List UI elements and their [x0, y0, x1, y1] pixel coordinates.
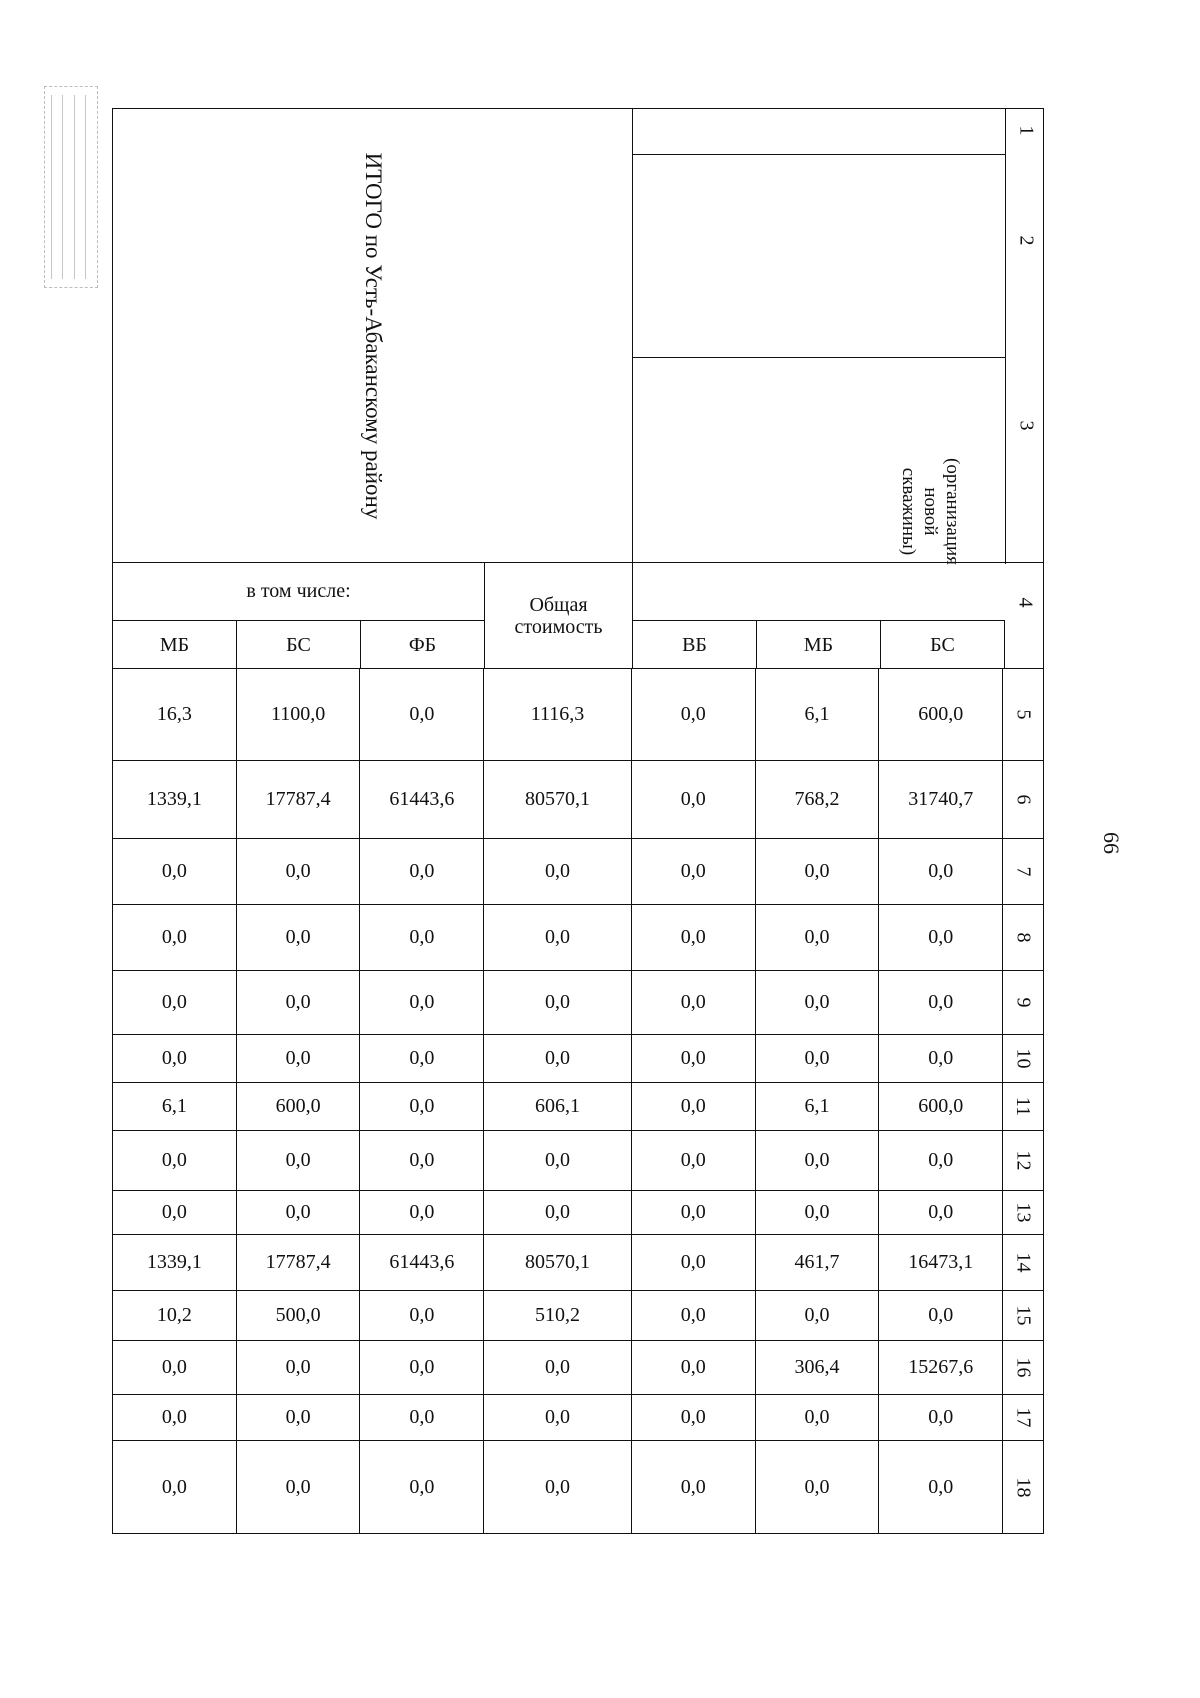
table-cell: 0,0: [237, 1131, 361, 1190]
table-title-block: [112, 108, 1044, 563]
row-number-label: 5: [1012, 709, 1035, 720]
table-cell: 0,0: [879, 905, 1003, 970]
table-cell: 0,0: [113, 1395, 237, 1440]
col-label-fb: ФБ: [361, 621, 485, 669]
row-number: [1003, 1191, 1043, 1234]
table-cell: 0,0: [756, 905, 880, 970]
row-number-label: 9: [1012, 997, 1035, 1008]
row-number: [1003, 1035, 1043, 1082]
table-row: [113, 1395, 1043, 1441]
row-number-label: 6: [1012, 794, 1035, 805]
table-row: [113, 1191, 1043, 1235]
table-row: [113, 669, 1043, 761]
table-cell: 0,0: [237, 1395, 361, 1440]
row-number: [1003, 905, 1043, 970]
table-row: [113, 1341, 1043, 1395]
table-cell: 0,0: [360, 905, 484, 970]
table-cell: 0,0: [237, 1035, 361, 1082]
table-cell: 0,0: [484, 971, 632, 1034]
table-cell: 0,0: [237, 839, 361, 904]
row-number: [1003, 971, 1043, 1034]
table-cell: 0,0: [879, 971, 1003, 1034]
table-row: [113, 1131, 1043, 1191]
table-row: [113, 971, 1043, 1035]
table-cell: 0,0: [879, 839, 1003, 904]
table-cell: 0,0: [113, 1035, 237, 1082]
table-cell: 0,0: [632, 905, 756, 970]
table-cell: 0,0: [632, 1395, 756, 1440]
table-cell: 0,0: [484, 839, 632, 904]
row-number: [1003, 1341, 1043, 1394]
table-cell: 0,0: [113, 905, 237, 970]
table-cell: 0,0: [756, 839, 880, 904]
column-number: 4: [1014, 597, 1037, 608]
table-cell: 0,0: [360, 1083, 484, 1130]
table-body: [112, 669, 1044, 1534]
table-cell: 0,0: [632, 1083, 756, 1130]
row-number-label: 18: [1012, 1477, 1035, 1497]
table-cell: 0,0: [360, 1291, 484, 1340]
table-cell: 0,0: [484, 1341, 632, 1394]
title-cell: [113, 109, 633, 564]
right-group-band: [633, 563, 1005, 621]
table-cell: 0,0: [360, 1035, 484, 1082]
col-label-mb: МБ: [113, 621, 237, 669]
table-row: [113, 761, 1043, 839]
table-cell: 0,0: [879, 1395, 1003, 1440]
table-cell: 0,0: [484, 1131, 632, 1190]
table-row: [113, 1083, 1043, 1131]
column-number-strip: [1005, 109, 1045, 564]
table-cell: 6,1: [756, 1083, 880, 1130]
table-cell: 0,0: [484, 1191, 632, 1234]
table-row: [113, 1291, 1043, 1341]
col-label-vb: ВБ: [633, 621, 757, 669]
document-stamp: [44, 86, 98, 288]
table-cell: 0,0: [360, 1341, 484, 1394]
table-row: [113, 839, 1043, 905]
table-cell: 0,0: [360, 669, 484, 760]
row-number: [1003, 839, 1043, 904]
table-cell: 1339,1: [113, 761, 237, 838]
row-number: [1003, 1441, 1043, 1533]
table-cell: 0,0: [360, 1395, 484, 1440]
table-row: [113, 1035, 1043, 1083]
table-cell: 461,7: [756, 1235, 880, 1290]
table-title: ИТОГО по Усть-Абаканскому району: [361, 152, 386, 520]
col-label-bs: БС: [237, 621, 361, 669]
column-number: 3: [1015, 420, 1038, 431]
table-cell: 31740,7: [879, 761, 1003, 838]
table-cell: 0,0: [360, 971, 484, 1034]
col-label-bs-right: БС: [881, 621, 1005, 669]
row-number-label: 14: [1012, 1252, 1035, 1273]
table-cell: 0,0: [632, 971, 756, 1034]
table-cell: 0,0: [756, 1035, 880, 1082]
table-cell: 0,0: [360, 1191, 484, 1234]
row-number-label: 11: [1012, 1096, 1035, 1117]
table-cell: 0,0: [113, 1341, 237, 1394]
budget-table: [112, 108, 1044, 1620]
table-cell: 17787,4: [237, 761, 361, 838]
table-cell: 768,2: [756, 761, 880, 838]
group-label: в том числе:: [113, 563, 485, 621]
table-cell: 0,0: [237, 1341, 361, 1394]
column-number: 1: [1015, 125, 1038, 136]
table-cell: 0,0: [237, 971, 361, 1034]
table-cell: 0,0: [632, 1341, 756, 1394]
table-cell: 0,0: [632, 839, 756, 904]
table-cell: 510,2: [484, 1291, 632, 1340]
row-number: [1003, 1131, 1043, 1190]
table-cell: 0,0: [484, 1441, 632, 1533]
table-cell: 0,0: [237, 1441, 361, 1533]
table-cell: 0,0: [632, 1291, 756, 1340]
table-cell: 500,0: [237, 1291, 361, 1340]
table-cell: 600,0: [879, 669, 1003, 760]
row-number: [1003, 761, 1043, 838]
table-cell: 10,2: [113, 1291, 237, 1340]
table-cell: 0,0: [632, 761, 756, 838]
table-cell: 1116,3: [484, 669, 632, 760]
table-cell: 0,0: [879, 1191, 1003, 1234]
row-number-label: 15: [1012, 1305, 1035, 1326]
header-cell-3: [633, 358, 1005, 564]
column-number: 2: [1015, 235, 1038, 246]
table-cell: 0,0: [360, 1131, 484, 1190]
table-cell: 0,0: [360, 1441, 484, 1533]
table-cell: 0,0: [879, 1035, 1003, 1082]
page-number: 66: [1099, 832, 1124, 854]
table-cell: 0,0: [879, 1291, 1003, 1340]
table-cell: 0,0: [360, 839, 484, 904]
table-cell: 600,0: [879, 1083, 1003, 1130]
table-cell: 0,0: [632, 1191, 756, 1234]
table-cell: 0,0: [237, 1191, 361, 1234]
table-cell: 16473,1: [879, 1235, 1003, 1290]
table-cell: 0,0: [113, 1441, 237, 1533]
table-cell: 0,0: [113, 971, 237, 1034]
table-cell: 0,0: [484, 1395, 632, 1440]
col-label-mb-right: МБ: [757, 621, 881, 669]
table-cell: 80570,1: [484, 1235, 632, 1290]
row-number-label: 13: [1012, 1202, 1035, 1223]
table-cell: 0,0: [756, 1131, 880, 1190]
table-row: [113, 1441, 1043, 1533]
table-cell: 61443,6: [360, 1235, 484, 1290]
table-cell: 6,1: [113, 1083, 237, 1130]
table-cell: 0,0: [756, 1291, 880, 1340]
well-note: (организация новой скважины): [898, 458, 963, 565]
table-cell: 1100,0: [237, 669, 361, 760]
table-cell: 0,0: [632, 1035, 756, 1082]
table-cell: 0,0: [484, 1035, 632, 1082]
column-header-row: [112, 563, 1044, 669]
table-cell: 1339,1: [113, 1235, 237, 1290]
table-cell: 0,0: [756, 1191, 880, 1234]
table-cell: 17787,4: [237, 1235, 361, 1290]
table-cell: 0,0: [484, 905, 632, 970]
table-cell: 606,1: [484, 1083, 632, 1130]
table-cell: 0,0: [879, 1131, 1003, 1190]
table-cell: 600,0: [237, 1083, 361, 1130]
table-row: [113, 1235, 1043, 1291]
table-cell: 0,0: [756, 1395, 880, 1440]
table-cell: 0,0: [632, 669, 756, 760]
row-number: [1003, 1235, 1043, 1290]
table-cell: 0,0: [632, 1441, 756, 1533]
row-number: [1003, 1083, 1043, 1130]
header-cell-2: [633, 155, 1005, 358]
total-label: Общая стоимость: [485, 563, 633, 669]
table-cell: 0,0: [756, 971, 880, 1034]
row-number-label: 10: [1012, 1048, 1035, 1069]
table-cell: 0,0: [113, 839, 237, 904]
table-row: [113, 905, 1043, 971]
table-cell: 306,4: [756, 1341, 880, 1394]
table-cell: 15267,6: [879, 1341, 1003, 1394]
row-number-label: 8: [1012, 932, 1035, 943]
row-number-label: 12: [1012, 1150, 1035, 1171]
table-cell: 0,0: [632, 1235, 756, 1290]
row-number-label: 16: [1012, 1357, 1035, 1378]
table-cell: 0,0: [237, 905, 361, 970]
row-number: [1003, 1395, 1043, 1440]
row-number-label: 17: [1012, 1407, 1035, 1428]
table-cell: 6,1: [756, 669, 880, 760]
table-cell: 0,0: [113, 1191, 237, 1234]
table-cell: 0,0: [113, 1131, 237, 1190]
table-cell: 0,0: [879, 1441, 1003, 1533]
row-number: [1003, 669, 1043, 760]
table-cell: 16,3: [113, 669, 237, 760]
row-number-label: 7: [1012, 866, 1035, 877]
table-cell: 0,0: [632, 1131, 756, 1190]
table-cell: 80570,1: [484, 761, 632, 838]
row-number: [1003, 1291, 1043, 1340]
table-cell: 0,0: [756, 1441, 880, 1533]
header-cell-1: [633, 109, 1005, 155]
table-cell: 61443,6: [360, 761, 484, 838]
